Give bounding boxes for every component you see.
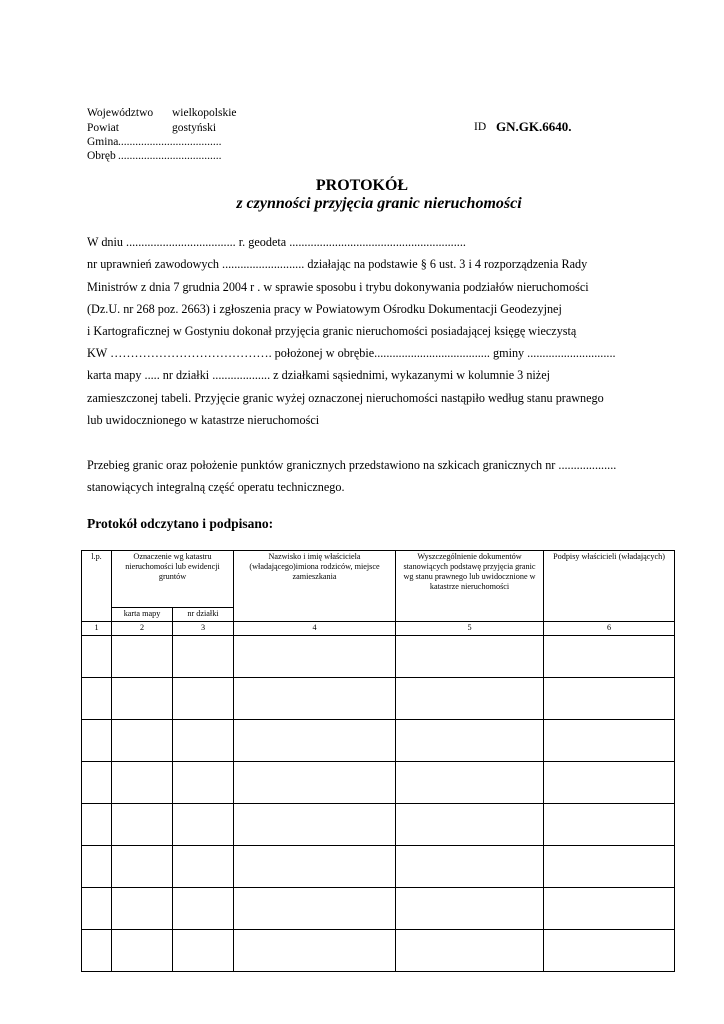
table-cell[interactable] — [234, 846, 396, 888]
table-cell[interactable] — [173, 678, 234, 720]
table-cell[interactable] — [82, 720, 112, 762]
column-number: 3 — [173, 622, 234, 636]
obreb-label: Obręb — [87, 150, 116, 162]
table-cell[interactable] — [396, 762, 544, 804]
table-cell[interactable] — [82, 762, 112, 804]
table-cell[interactable] — [82, 888, 112, 930]
powiat-label: Powiat — [87, 122, 119, 134]
table-cell[interactable] — [234, 930, 396, 972]
table-row — [82, 762, 675, 804]
table-cell[interactable] — [112, 720, 173, 762]
header-oznaczenie: Oznaczenie wg katastru nieruchomości lub ewidencji gruntów — [112, 551, 234, 608]
table-cell[interactable] — [82, 636, 112, 678]
table-row — [82, 720, 675, 762]
body-line: zamieszczonej tabeli. Przyjęcie granic wyżej oznaczonej nieruchomości nastąpiło według stanu prawnego — [87, 391, 604, 405]
table-cell[interactable] — [173, 888, 234, 930]
document-title: PROTOKÓŁ — [315, 177, 409, 194]
table-cell[interactable] — [173, 930, 234, 972]
table-cell[interactable] — [544, 762, 675, 804]
column-number: 5 — [396, 622, 544, 636]
id-label: ID — [474, 121, 487, 133]
table-cell[interactable] — [173, 762, 234, 804]
table-cell[interactable] — [112, 804, 173, 846]
wojewodztwo-value: wielkopolskie — [172, 107, 237, 119]
table-cell[interactable] — [396, 720, 544, 762]
table-cell[interactable] — [82, 846, 112, 888]
column-number: 1 — [82, 622, 112, 636]
table-cell[interactable] — [396, 804, 544, 846]
table-cell[interactable] — [82, 930, 112, 972]
table-cell[interactable] — [396, 888, 544, 930]
table-cell[interactable] — [544, 720, 675, 762]
table-cell[interactable] — [173, 804, 234, 846]
table-cell[interactable] — [112, 846, 173, 888]
table-cell[interactable] — [112, 678, 173, 720]
body-line: KW …………………………………. położonej w obrębie...................................... gminy ............................. — [87, 346, 616, 360]
table-cell[interactable] — [234, 678, 396, 720]
body-line: (Dz.U. nr 268 poz. 2663) i zgłoszenia pracy w Powiatowym Ośrodku Dokumentacji Geodezyjnej — [87, 302, 562, 316]
table-row — [82, 930, 675, 972]
column-number: 4 — [234, 622, 396, 636]
table-cell[interactable] — [173, 846, 234, 888]
table-cell[interactable] — [82, 804, 112, 846]
table-cell[interactable] — [234, 762, 396, 804]
table-cell[interactable] — [396, 636, 544, 678]
table-cell[interactable] — [234, 720, 396, 762]
table-cell[interactable] — [234, 888, 396, 930]
table-cell[interactable] — [396, 846, 544, 888]
column-number: 2 — [112, 622, 173, 636]
body-line: Przebieg granic oraz położenie punktów granicznych przedstawiono na szkicach granicznych nr ................... — [87, 458, 617, 472]
gmina-value: .................................... — [118, 136, 222, 148]
table-cell[interactable] — [544, 804, 675, 846]
table-cell[interactable] — [544, 678, 675, 720]
body-line: karta mapy ..... nr działki ................... z działkami sąsiednimi, wykazanymi w kolumnie 3 niżej — [87, 368, 551, 382]
id-value: GN.GK.6640. — [496, 119, 572, 134]
table-cell[interactable] — [112, 888, 173, 930]
table-row — [82, 678, 675, 720]
subheader-karta-mapy: karta mapy — [112, 608, 173, 622]
body-line: lub uwidocznionego w katastrze nieruchomości — [87, 413, 320, 427]
document-subtitle: z czynności przyjęcia granic nieruchomości — [236, 195, 522, 212]
header-nazwisko: Nazwisko i imię właściciela (władającego)imiona rodziców, miejsce zamieszkania — [234, 551, 396, 622]
table-row — [82, 636, 675, 678]
table-cell[interactable] — [234, 636, 396, 678]
body-line: i Kartograficznej w Gostyniu dokonał przyjęcia granic nieruchomości posiadającej księgę wieczystą — [87, 324, 577, 338]
table-cell[interactable] — [544, 846, 675, 888]
table-cell[interactable] — [544, 888, 675, 930]
table-cell[interactable] — [544, 930, 675, 972]
table-row — [82, 804, 675, 846]
boundary-table — [81, 550, 675, 972]
table-cell[interactable] — [396, 678, 544, 720]
table-cell[interactable] — [112, 930, 173, 972]
gmina-label: Gmina — [87, 136, 119, 148]
table-cell[interactable] — [544, 636, 675, 678]
table-cell[interactable] — [82, 678, 112, 720]
table-cell[interactable] — [112, 762, 173, 804]
table-cell[interactable] — [234, 804, 396, 846]
table-row — [82, 888, 675, 930]
table-cell[interactable] — [396, 930, 544, 972]
body-line: Ministrów z dnia 7 grudnia 2004 r . w sprawie sposobu i trybu dokonywania podziałów nieruchomości — [87, 280, 589, 294]
body-line: nr uprawnień zawodowych ........................... działając na podstawie § 6 ust. 3 i 4 rozporządzenia Rady — [87, 257, 588, 271]
powiat-value: gostyński — [172, 122, 217, 134]
header-lp: l.p. — [82, 551, 112, 622]
header-dokumenty: Wyszczególnienie dokumentów stanowiących podstawę przyjęcia granic wg stanu prawnego lub uwidocznione w katastrze nieruchomości — [396, 551, 544, 622]
obreb-value: .................................... — [118, 150, 222, 162]
subheader-nr-dzialki: nr działki — [173, 608, 234, 622]
column-number: 6 — [544, 622, 675, 636]
section-title: Protokół odczytano i podpisano: — [87, 516, 274, 531]
body-line: stanowiących integralną część operatu technicznego. — [87, 480, 345, 494]
wojewodztwo-label: Województwo — [87, 107, 154, 119]
table-cell[interactable] — [112, 636, 173, 678]
table-cell[interactable] — [173, 636, 234, 678]
table-cell[interactable] — [173, 720, 234, 762]
table-row — [82, 846, 675, 888]
body-line: W dniu .................................... r. geodeta .......................................................... — [87, 235, 466, 249]
header-podpisy: Podpisy właścicieli (władających) — [544, 551, 675, 622]
